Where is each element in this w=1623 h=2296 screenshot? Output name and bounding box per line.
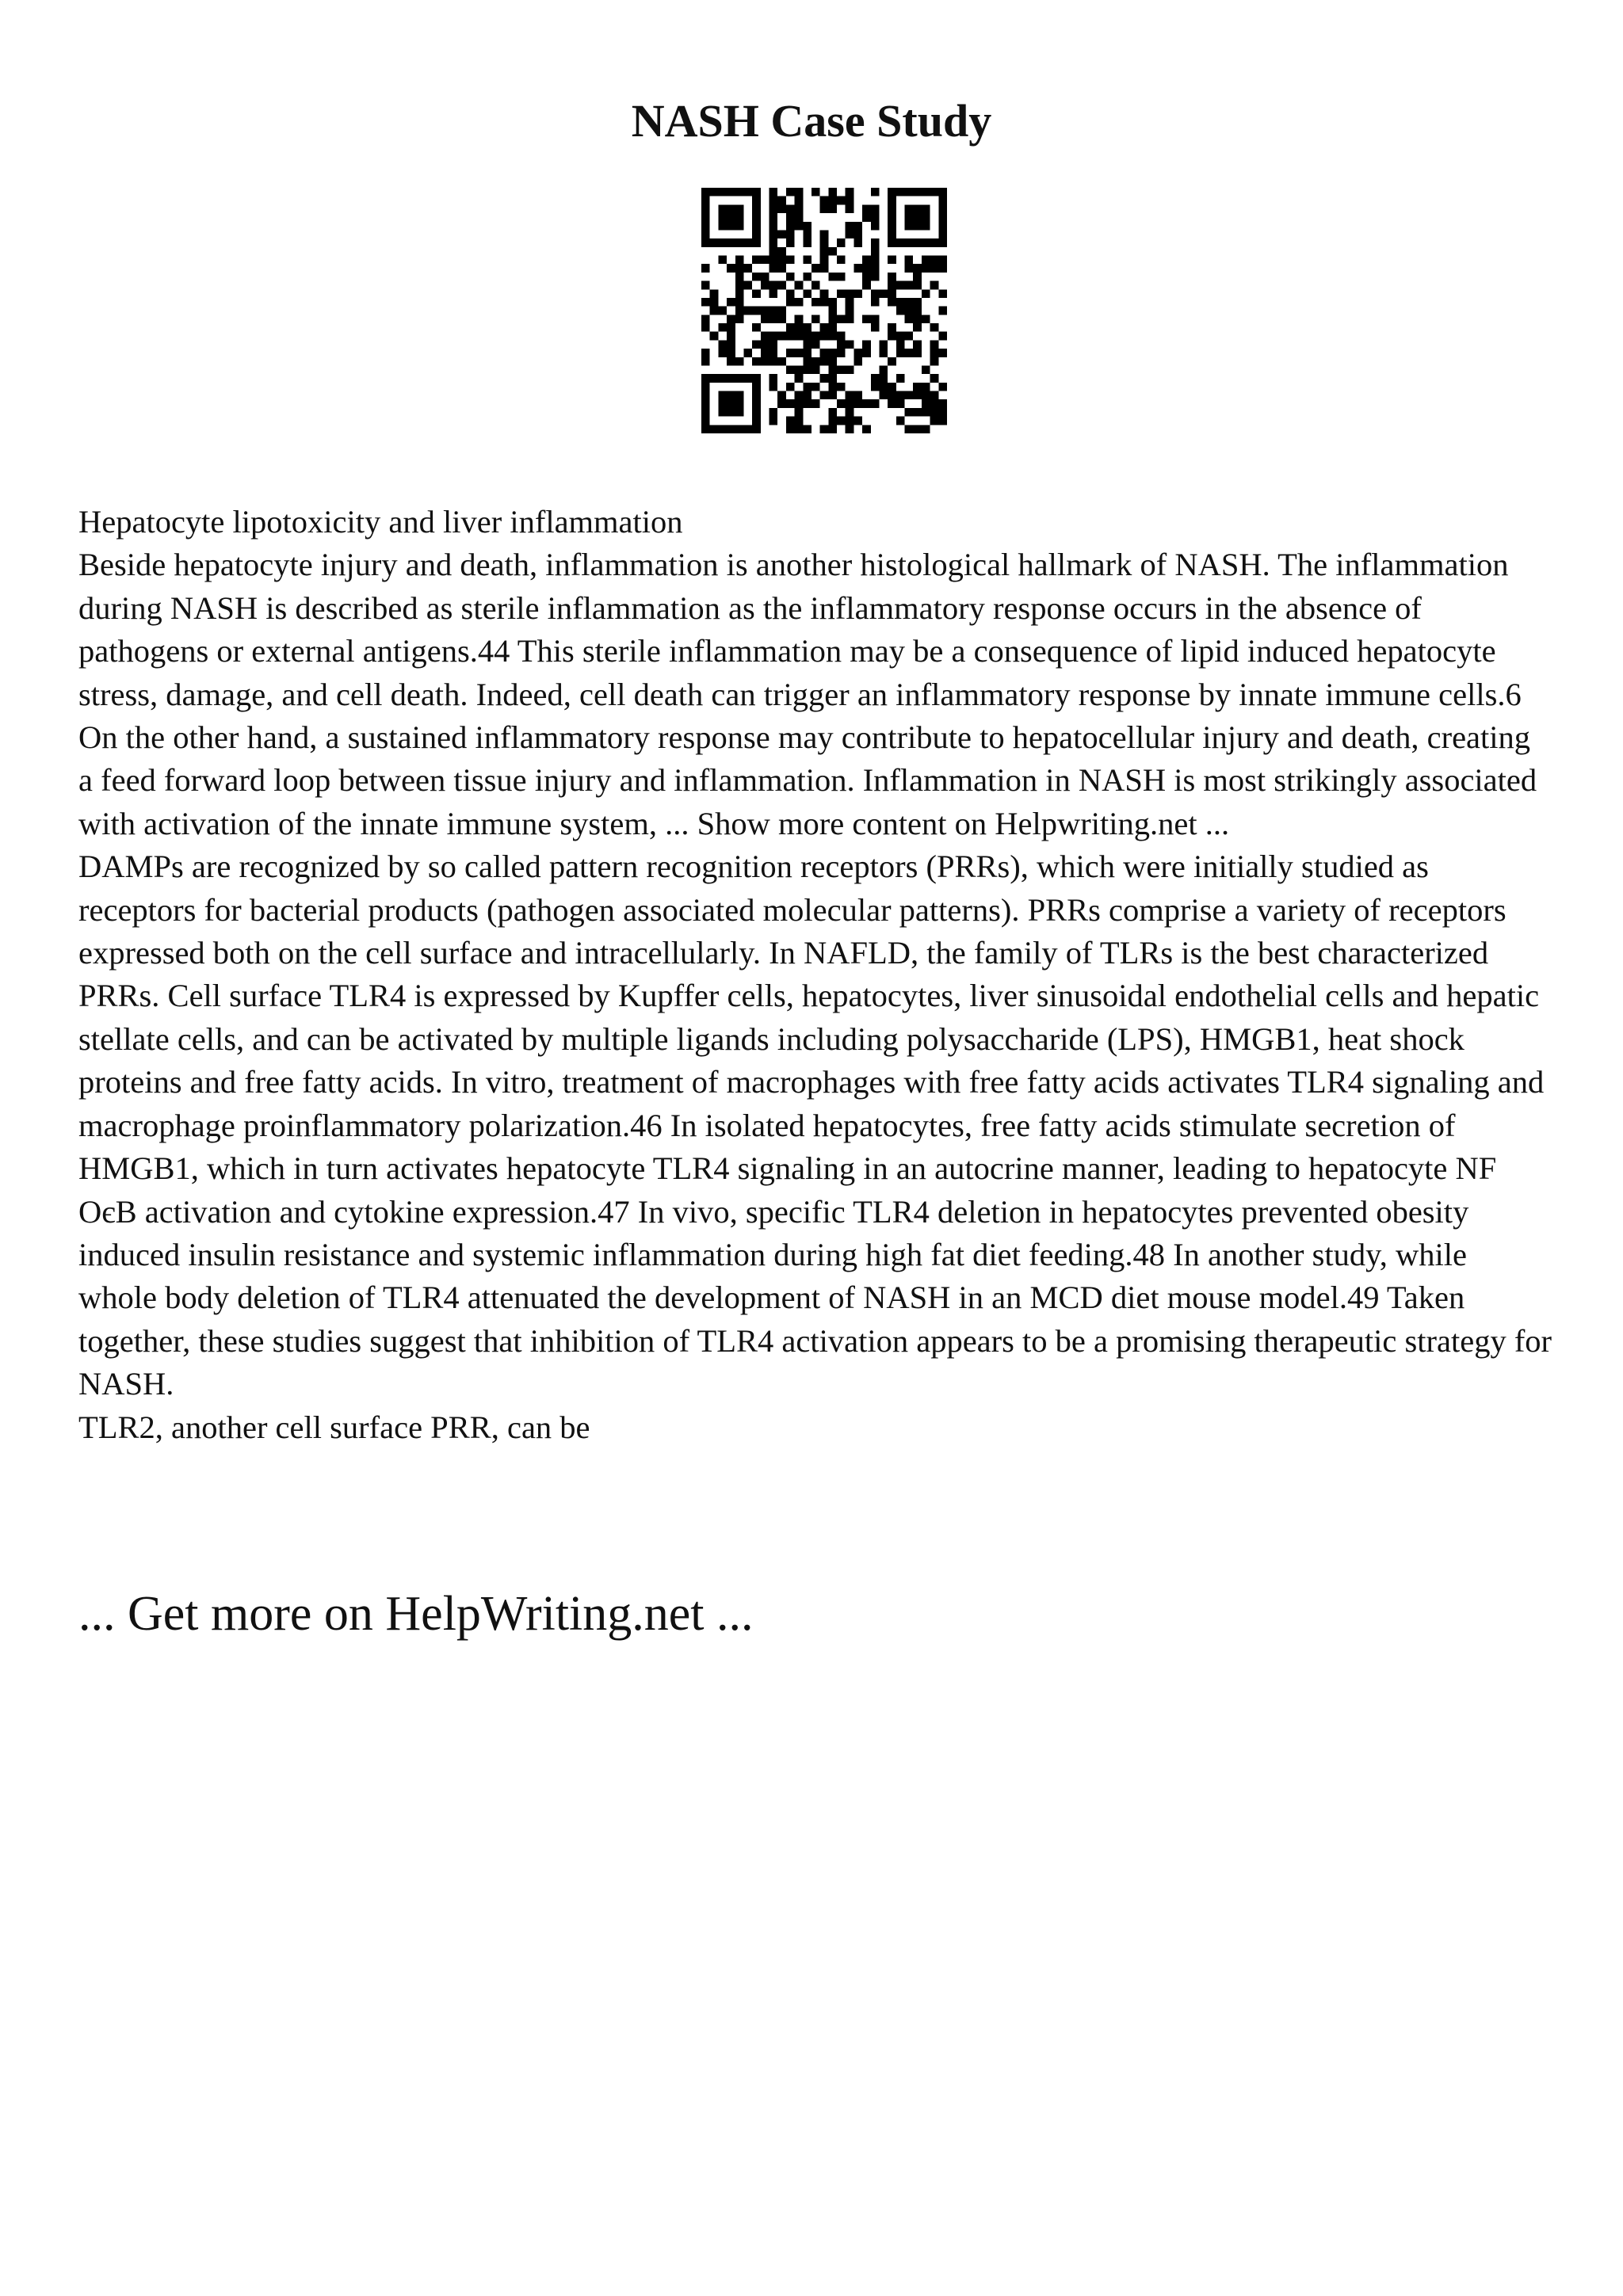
page-title: NASH Case Study	[631, 95, 992, 147]
qr-code-icon	[701, 188, 947, 433]
article-body	[78, 501, 1552, 1449]
get-more-link[interactable]: ... Get more on HelpWriting.net ...	[78, 1587, 754, 1641]
paragraph: DAMPs are recognized by so called pattern recognition receptors (PRRs), which were initially studied as receptors for bacterial products (pathogen associated molecular patterns). PRRs comprise a variety of receptors expressed both on the cell surface and intracellularly. In NAFLD, the family of TLRs is the best characterized PRRs. Cell surface TLR4 is expressed by Kupffer cells, hepatocytes, liver sinusoidal endothelial cells and hepatic stellate cells, and can be activated by multiple ligands including polysaccharide (LPS), HMGB1, heat shock proteins and free fatty acids. In vitro, treatment of macrophages with free fatty acids activates TLR4 signaling and macrophage proinflammatory polarization.46 In isolated hepatocytes, free fatty acids stimulate secretion of HMGB1, which in turn activates hepatocyte TLR4 signaling in an autocrine manner, leading to hepatocyte NF OєB activation and cytokine expression.47 In vivo, specific TLR4 deletion in hepatocytes prevented obesity induced insulin resistance and systemic inflammation during high fat diet feeding.48 In another study, while whole body deletion of TLR4 attenuated the development of NASH in an MCD diet mouse model.49 Taken together, these studies suggest that inhibition of TLR4 activation appears to be a promising therapeutic strategy for NASH.	[78, 849, 1552, 1402]
section-heading: Hepatocyte lipotoxicity and liver inflammation	[78, 504, 683, 540]
paragraph: Beside hepatocyte injury and death, inflammation is another histological hallmark of NASH. The inflammation during NASH is described as sterile inflammation as the inflammatory response occurs in the absence of pathogens or external antigens.44 This sterile inflammation may be a consequence of lipid induced hepatocyte stress, damage, and cell death. Indeed, cell death can trigger an inflammatory response by innate immune cells.6 On the other hand, a sustained inflammatory response may contribute to hepatocellular injury and death, creating a feed forward loop between tissue injury and inflammation. Inflammation in NASH is most strikingly associated with activation of the innate immune system, ... Show more content on Helpwriting.net ...	[78, 547, 1537, 841]
paragraph: TLR2, another cell surface PRR, can be	[78, 1409, 590, 1445]
